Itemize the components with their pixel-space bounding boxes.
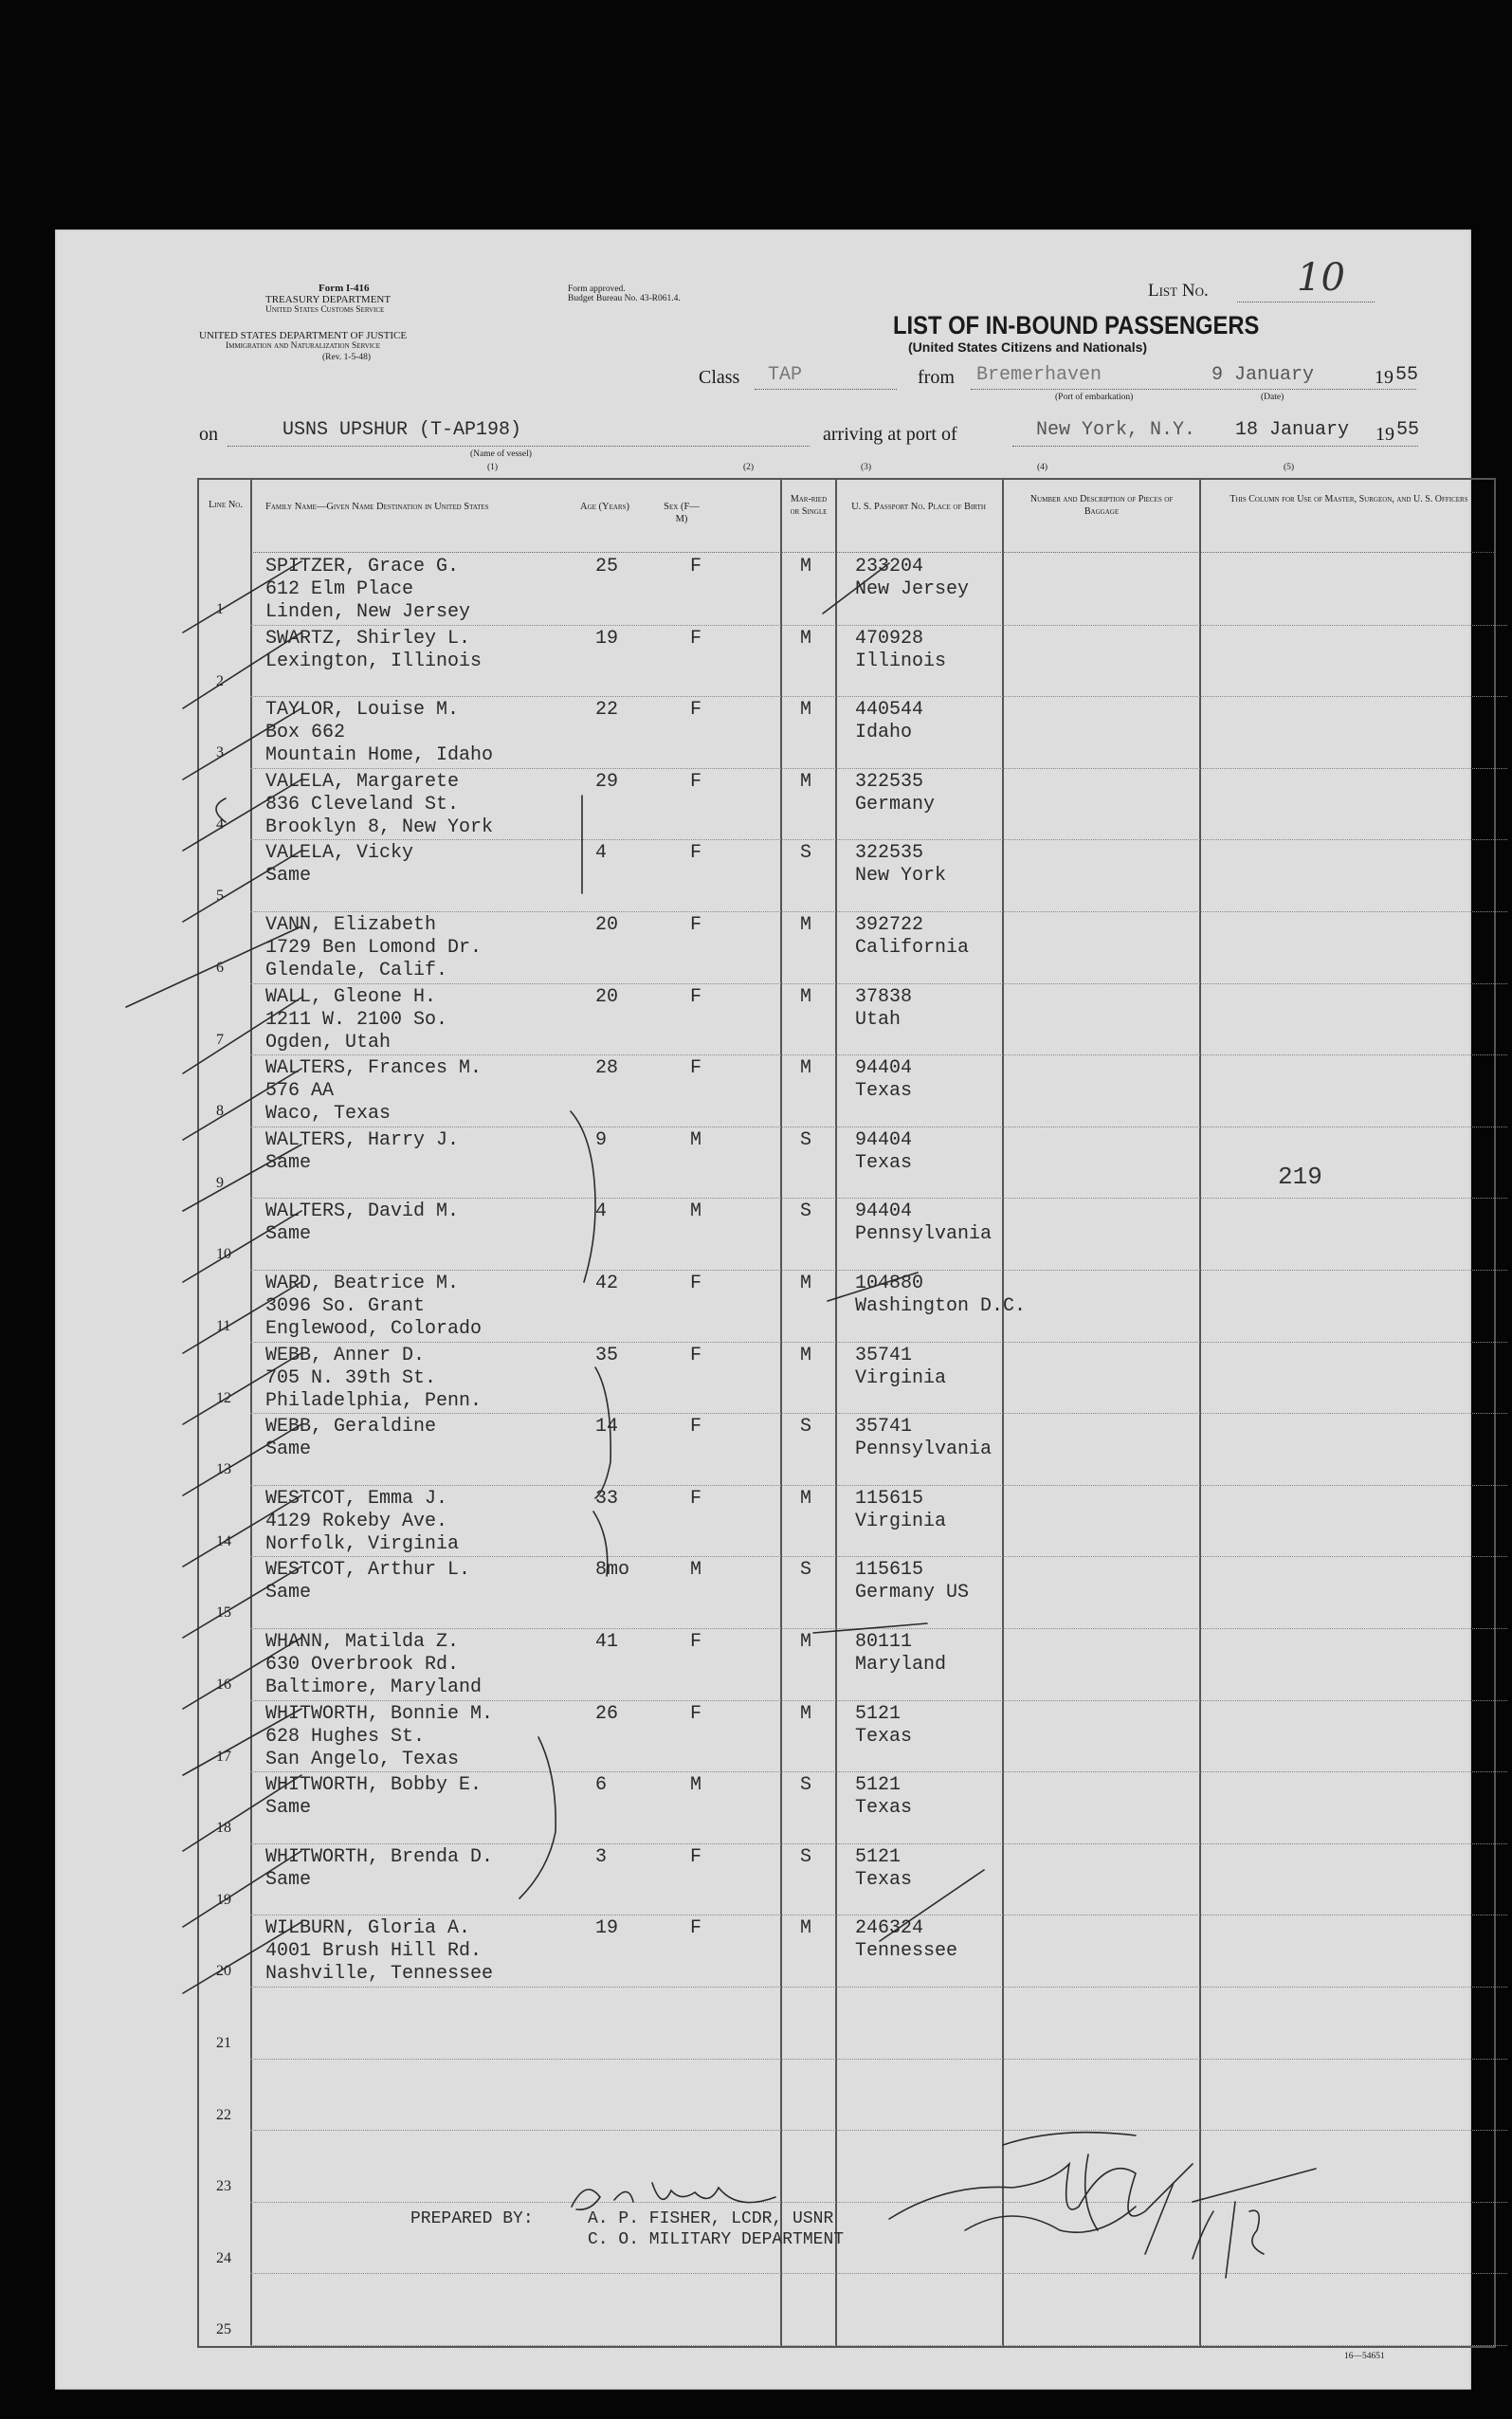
vessel-line	[228, 446, 810, 447]
age-value: 20	[595, 985, 619, 1008]
passport-number: 37838	[855, 985, 913, 1008]
vessel-caption: (Name of vessel)	[470, 449, 532, 459]
col-num-3: (3)	[861, 463, 872, 472]
table-row	[199, 2203, 1507, 2275]
passenger-name: SPITZER, Grace G.	[265, 556, 460, 577]
line-number: 9	[216, 1174, 224, 1191]
line-number: 8	[216, 1103, 224, 1120]
marital-status: M	[800, 770, 812, 793]
passport-number: 440544	[855, 699, 924, 722]
officer-note: 219	[1278, 1163, 1322, 1191]
line-number: 20	[216, 1963, 231, 1980]
marital-status: M	[800, 1917, 812, 1940]
passenger-name: WEBB, Geraldine	[265, 1416, 437, 1439]
marital-status: M	[800, 1487, 812, 1510]
passenger-name: WESTCOT, Emma J.	[265, 1487, 448, 1510]
place-of-birth: Illinois	[855, 650, 947, 672]
place-of-birth: Utah	[855, 1008, 902, 1031]
table-row	[199, 984, 1507, 1056]
from-line	[971, 389, 1416, 390]
line-number: 7	[216, 1031, 224, 1048]
line-number: 16	[216, 1677, 231, 1693]
marital-status: M	[800, 985, 812, 1008]
place-of-birth: Idaho	[855, 722, 913, 744]
sex-value: F	[690, 1416, 702, 1439]
passport-number: 322535	[855, 770, 924, 793]
address-line-1: 630 Overbrook Rd.	[265, 1654, 460, 1676]
address-line-2: Ogden, Utah	[265, 1031, 392, 1054]
age-value: 19	[595, 627, 619, 650]
header-officers: This Column for Use of Master, Surgeon, and U. S. Officers	[1230, 494, 1468, 504]
address-line-2: Philadelphia, Penn.	[265, 1389, 483, 1412]
passenger-name: WEBB, Anner D.	[265, 1344, 426, 1366]
table-row	[199, 912, 1507, 984]
form-approved: Form approved.	[568, 284, 626, 294]
sex-value: F	[690, 1273, 702, 1294]
passport-number: 115615	[855, 1559, 924, 1582]
treasury-dept: TREASURY DEPARTMENT	[265, 294, 392, 305]
list-no-label: List No.	[1148, 281, 1209, 301]
address-line-2: Brooklyn 8, New York	[265, 815, 494, 838]
sex-value: F	[690, 842, 702, 865]
date-caption: (Date)	[1261, 393, 1284, 402]
marital-status: M	[800, 1273, 812, 1294]
address-line-1: Same	[265, 1439, 312, 1461]
passenger-name: VALELA, Vicky	[265, 842, 414, 865]
table-row	[199, 1055, 1507, 1127]
revision: (Rev. 1-5-48)	[322, 353, 372, 362]
passenger-name: WALTERS, David M.	[265, 1200, 460, 1223]
line-number: 24	[216, 2249, 231, 2266]
row-rule	[250, 2345, 1507, 2346]
manifest-table	[197, 478, 1496, 2348]
age-value: 14	[595, 1416, 619, 1439]
prepared-line-2: C. O. MILITARY DEPARTMENT	[588, 2230, 845, 2249]
address-line-1: Same	[265, 1797, 312, 1820]
table-row	[199, 840, 1507, 912]
line-number: 23	[216, 2178, 231, 2195]
age-value: 20	[595, 914, 619, 936]
marital-status: M	[800, 1344, 812, 1366]
marital-status: M	[800, 1702, 812, 1725]
address-line-2: Linden, New Jersey	[265, 601, 471, 623]
header-rule	[250, 552, 1494, 553]
departure-year-suffix: 55	[1395, 364, 1419, 386]
sex-value: F	[690, 699, 702, 722]
col-num-2: (2)	[743, 463, 755, 472]
sex-value: F	[690, 1487, 702, 1510]
sex-value: M	[690, 1774, 702, 1797]
address-line-1: Same	[265, 865, 312, 888]
line-number: 22	[216, 2106, 231, 2123]
age-value: 25	[595, 556, 619, 577]
marital-status: M	[800, 1057, 812, 1080]
address-line-1: Lexington, Illinois	[265, 650, 483, 672]
place-of-birth: Washington D.C.	[855, 1295, 1027, 1317]
from-label: from	[918, 367, 955, 388]
arriving-label: arriving at port of	[823, 424, 957, 445]
age-value: 41	[595, 1631, 619, 1653]
header-passport: U. S. Passport No. Place of Birth	[851, 502, 986, 512]
on-label: on	[199, 424, 218, 445]
header-line-no: Line No.	[209, 500, 243, 510]
sex-value: F	[690, 1917, 702, 1940]
table-row	[199, 1844, 1507, 1916]
age-value: 19	[595, 1917, 619, 1940]
marital-status: S	[800, 1774, 812, 1797]
passenger-name: WHITWORTH, Bonnie M.	[265, 1702, 494, 1725]
passenger-name: TAYLOR, Louise M.	[265, 699, 460, 722]
address-line-1: 705 N. 39th St.	[265, 1366, 437, 1389]
address-line-1: 576 AA	[265, 1080, 335, 1103]
table-row	[199, 769, 1507, 841]
marital-status: S	[800, 1845, 812, 1868]
from-value: Bremerhaven	[976, 364, 1102, 386]
place-of-birth: Germany	[855, 793, 936, 815]
passenger-name: WALTERS, Harry J.	[265, 1128, 460, 1151]
sex-value: M	[690, 1128, 702, 1151]
col-num-5: (5)	[1284, 463, 1295, 472]
manifest-page	[55, 229, 1471, 2390]
passport-number: 5121	[855, 1845, 902, 1868]
passenger-name: WILBURN, Gloria A.	[265, 1917, 471, 1940]
passenger-name: VALELA, Margarete	[265, 770, 460, 793]
table-row	[199, 1414, 1507, 1486]
address-line-1: 1729 Ben Lomond Dr.	[265, 937, 483, 959]
col-num-4: (4)	[1037, 463, 1048, 472]
marital-status: S	[800, 1128, 812, 1151]
passport-number: 322535	[855, 842, 924, 865]
marital-status: M	[800, 699, 812, 722]
marital-status: S	[800, 1416, 812, 1439]
budget-bureau: Budget Bureau No. 43-R061.4.	[568, 294, 681, 303]
header-name: Family Name—Given Name Destination in United States	[265, 502, 489, 512]
table-row	[199, 2060, 1507, 2132]
marital-status: S	[800, 1200, 812, 1223]
header-baggage: Number and Description of Pieces of Baggage	[1029, 494, 1174, 517]
passport-number: 104880	[855, 1273, 924, 1294]
line-number: 3	[216, 744, 224, 761]
departure-year-prefix: 19	[1375, 367, 1394, 388]
place-of-birth: Texas	[855, 1080, 913, 1103]
line-number: 14	[216, 1532, 231, 1549]
sex-value: M	[690, 1559, 702, 1582]
address-line-1: Same	[265, 1582, 312, 1604]
passport-number: 94404	[855, 1200, 913, 1223]
address-line-2: Glendale, Calif.	[265, 960, 448, 981]
place-of-birth: Germany US	[855, 1582, 970, 1604]
sex-value: F	[690, 1702, 702, 1725]
line-number: 18	[216, 1820, 231, 1837]
sex-value: M	[690, 1200, 702, 1223]
marital-status: M	[800, 556, 812, 577]
age-value: 3	[595, 1845, 608, 1868]
passport-number: 5121	[855, 1774, 902, 1797]
place-of-birth: Tennessee	[855, 1940, 958, 1963]
age-value: 9	[595, 1128, 608, 1151]
address-line-1: Box 662	[265, 722, 346, 744]
line-number: 17	[216, 1748, 231, 1765]
table-row	[199, 1772, 1507, 1844]
arrival-date: 18 January	[1235, 419, 1350, 441]
place-of-birth: Maryland	[855, 1654, 947, 1676]
marital-status: M	[800, 627, 812, 650]
prepared-label: PREPARED BY:	[410, 2209, 534, 2228]
customs-service: United States Customs Service	[265, 305, 385, 315]
address-line-1: 836 Cleveland St.	[265, 793, 460, 815]
line-number: 15	[216, 1604, 231, 1622]
marital-status: S	[800, 1559, 812, 1582]
header-sex: Sex (F—M)	[664, 502, 700, 524]
line-number: 11	[216, 1318, 231, 1334]
address-line-1: 628 Hughes St.	[265, 1725, 426, 1748]
age-value: 8mo	[595, 1559, 630, 1582]
address-line-1: Same	[265, 1868, 312, 1891]
table-row	[199, 554, 1507, 626]
line-number: 1	[216, 601, 224, 617]
address-line-2: Nashville, Tennessee	[265, 1963, 494, 1986]
address-line-2: Waco, Texas	[265, 1103, 392, 1126]
table-row	[199, 1343, 1507, 1415]
age-value: 22	[595, 699, 619, 722]
place-of-birth: New Jersey	[855, 578, 970, 600]
place-of-birth: Texas	[855, 1151, 913, 1174]
port-caption: (Port of embarkation)	[1055, 393, 1134, 402]
passport-number: 5121	[855, 1702, 902, 1725]
place-of-birth: Pennsylvania	[855, 1439, 993, 1461]
table-row	[199, 1629, 1507, 1701]
age-value: 26	[595, 1702, 619, 1725]
vessel-name: USNS UPSHUR (T-AP198)	[282, 419, 522, 441]
passport-number: 392722	[855, 914, 924, 936]
passport-number: 115615	[855, 1487, 924, 1510]
age-value: 33	[595, 1487, 619, 1510]
passenger-name: WHITWORTH, Bobby E.	[265, 1774, 483, 1797]
sex-value: F	[690, 627, 702, 650]
table-row	[199, 697, 1507, 769]
prepared-line-1: A. P. FISHER, LCDR, USNR	[588, 2209, 834, 2228]
marital-status: M	[800, 1631, 812, 1653]
line-number: 6	[216, 960, 224, 976]
address-line-1: 3096 So. Grant	[265, 1295, 426, 1317]
passenger-name: WARD, Beatrice M.	[265, 1273, 460, 1294]
marital-status: S	[800, 842, 812, 865]
place-of-birth: Virginia	[855, 1366, 947, 1389]
table-row	[199, 626, 1507, 698]
table-row	[199, 2131, 1507, 2203]
age-value: 6	[595, 1774, 608, 1797]
manifest-rows	[199, 554, 1494, 2346]
address-line-1: 1211 W. 2100 So.	[265, 1008, 448, 1031]
passport-number: 35741	[855, 1416, 913, 1439]
departure-date: 9 January	[1211, 364, 1315, 386]
line-number: 12	[216, 1389, 231, 1406]
arrival-year-suffix: 55	[1396, 419, 1420, 441]
sex-value: F	[690, 985, 702, 1008]
place-of-birth: Texas	[855, 1868, 913, 1891]
table-row	[199, 2274, 1507, 2346]
sex-value: F	[690, 556, 702, 577]
passenger-name: WESTCOT, Arthur L.	[265, 1559, 471, 1582]
line-number: 5	[216, 888, 224, 905]
table-row	[199, 1988, 1507, 2060]
form-subtitle: (United States Citizens and Nationals)	[908, 339, 1148, 355]
passport-number: 233204	[855, 556, 924, 577]
line-number: 4	[216, 815, 224, 833]
table-row	[199, 1701, 1507, 1773]
passport-number: 246324	[855, 1917, 924, 1940]
passport-number: 35741	[855, 1344, 913, 1366]
list-no-value: 10	[1297, 256, 1345, 300]
passport-number: 94404	[855, 1128, 913, 1151]
sex-value: F	[690, 1845, 702, 1868]
address-line-1: Same	[265, 1151, 312, 1174]
sex-value: F	[690, 1631, 702, 1653]
address-line-1: 4129 Rokeby Ave.	[265, 1510, 448, 1532]
address-line-2: Norfolk, Virginia	[265, 1532, 460, 1555]
line-number: 19	[216, 1891, 231, 1908]
address-line-2: Baltimore, Maryland	[265, 1677, 483, 1698]
sex-value: F	[690, 1344, 702, 1366]
header-age: Age (Years)	[579, 502, 629, 512]
passenger-name: SWARTZ, Shirley L.	[265, 627, 471, 650]
address-line-1: Same	[265, 1223, 312, 1246]
passenger-name: VANN, Elizabeth	[265, 914, 437, 936]
arrival-line	[1012, 446, 1418, 447]
place-of-birth: Virginia	[855, 1510, 947, 1532]
age-value: 4	[595, 1200, 608, 1223]
address-line-1: 612 Elm Place	[265, 578, 414, 600]
age-value: 4	[595, 842, 608, 865]
age-value: 42	[595, 1273, 619, 1294]
table-row	[199, 1486, 1507, 1558]
place-of-birth: Texas	[855, 1725, 913, 1748]
table-row	[199, 1199, 1507, 1271]
class-value: TAP	[768, 364, 803, 386]
passport-number: 80111	[855, 1631, 913, 1653]
table-row	[199, 1915, 1507, 1988]
line-number: 13	[216, 1461, 231, 1478]
place-of-birth: Texas	[855, 1797, 913, 1820]
passenger-name: WHANN, Matilda Z.	[265, 1631, 460, 1653]
address-line-2: Mountain Home, Idaho	[265, 744, 494, 767]
line-number: 10	[216, 1246, 231, 1263]
line-number: 21	[216, 2035, 231, 2051]
line-number: 25	[216, 2321, 231, 2338]
line-number: 2	[216, 672, 224, 689]
table-row	[199, 1271, 1507, 1343]
age-value: 28	[595, 1057, 619, 1080]
address-line-1: 4001 Brush Hill Rd.	[265, 1940, 483, 1963]
form-number: Form I-416	[319, 283, 370, 294]
marital-status: M	[800, 914, 812, 936]
form-title: LIST OF IN-BOUND PASSENGERS	[893, 311, 1260, 339]
age-value: 35	[595, 1344, 619, 1366]
address-line-2: Englewood, Colorado	[265, 1318, 483, 1340]
passport-number: 94404	[855, 1057, 913, 1080]
footer-code: 16—54651	[1344, 2352, 1385, 2361]
place-of-birth: Pennsylvania	[855, 1223, 993, 1246]
header-married: Mar-ried or Single	[790, 494, 828, 517]
arrival-port: New York, N.Y.	[1036, 419, 1196, 441]
age-value: 29	[595, 770, 619, 793]
passport-number: 470928	[855, 627, 924, 650]
ins-service: Immigration and Naturalization Service	[226, 341, 381, 351]
col-num-1: (1)	[487, 463, 499, 472]
table-row	[199, 1557, 1507, 1629]
place-of-birth: California	[855, 937, 970, 959]
sex-value: F	[690, 1057, 702, 1080]
passenger-name: WALTERS, Frances M.	[265, 1057, 483, 1080]
passenger-name: WHITWORTH, Brenda D.	[265, 1845, 494, 1868]
class-line	[755, 389, 897, 390]
arrival-year-prefix: 19	[1375, 424, 1394, 445]
sex-value: F	[690, 770, 702, 793]
class-label: Class	[699, 367, 740, 388]
place-of-birth: New York	[855, 865, 947, 888]
passenger-name: WALL, Gleone H.	[265, 985, 437, 1008]
sex-value: F	[690, 914, 702, 936]
justice-dept: UNITED STATES DEPARTMENT OF JUSTICE	[199, 330, 408, 341]
address-line-2: San Angelo, Texas	[265, 1748, 460, 1770]
